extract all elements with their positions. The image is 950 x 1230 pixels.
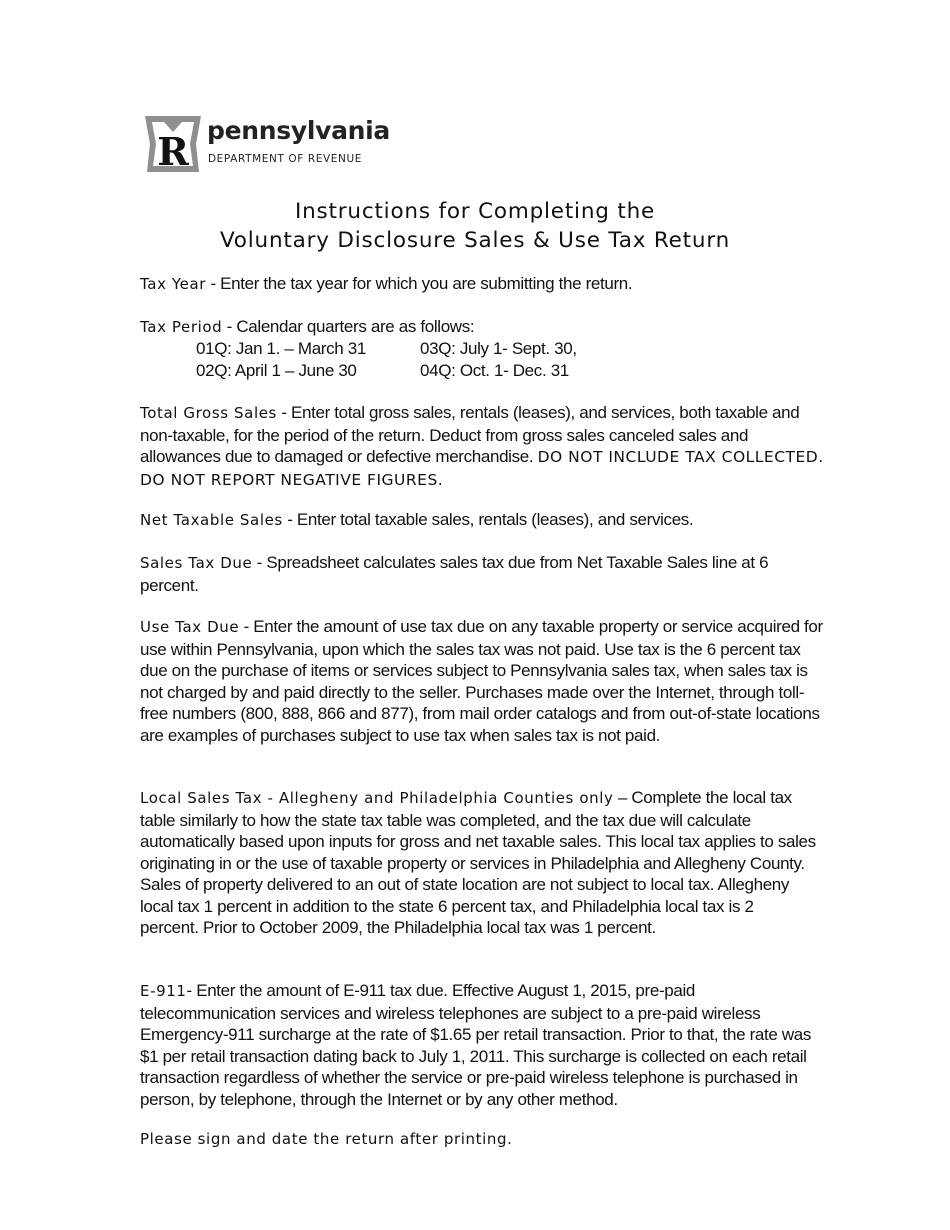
tax-year-text: - Enter the tax year for which you are submitting the return. [206,274,633,293]
quarter-01q: 01Q: Jan 1. – March 31 [196,339,366,358]
local-sales-tax-text: – Complete the local tax table similarly to how the state tax table was completed, and the tax due will calculate automatically based upon inputs for gross and net taxable sales. This local tax applies to sales originating in or the use of taxable property or services in Philadelphia and Allegheny County. Sales of property delivered to an out of state location are not subject to local tax. Allegheny local tax 1 percent in addition to the state 6 percent tax, and Philadelphia local tax is 2 percent. Prior to October 2009, the Philadelphia local tax was 1 percent. [140,788,816,937]
logo-name: pennsylvania [207,116,390,145]
quarter-list [196,338,577,381]
quarter-row [196,338,577,360]
total-gross-sales-warning: DO NOT INCLUDE TAX COLLECTED. DO NOT REPORT NEGATIVE FIGURES. [140,448,824,489]
quarter-row [196,360,569,382]
sales-tax-due-section [140,552,830,596]
title-line-2: Voluntary Disclosure Sales & Use Tax Return [219,228,731,253]
quarter-02q: 02Q: April 1 – June 30 [196,360,357,380]
total-gross-sales-text: - Enter total gross sales, rentals (leases), and services, both taxable and non-taxable, for the period of the return. Deduct from gross sales canceled sales and allowances due to damaged or defective merchandise. [140,403,800,466]
tax-year-section [140,273,830,296]
total-gross-sales-label: Total Gross Sales [140,404,277,422]
document-title [0,197,950,255]
net-taxable-sales-text: - Enter total taxable sales, rentals (leases), and services. [282,510,694,529]
logo-letter: R [157,129,189,174]
e911-text: - Enter the amount of E-911 tax due. Effective August 1, 2015, pre-paid telecommunication services and wireless telephones are subject to a pre-paid wireless Emergency-911 surcharge at the rate of $1.65 per retail transaction. Prior to that, the rate was $1 per retail transaction dating back to July 1, 2011. This surcharge is collected on each retail transaction regardless of whether the service or pre-paid wireless telephone is purchased in person, by telephone, through the Internet or by any other method. [140,981,812,1109]
tax-period-label: Tax Period [140,318,223,336]
sign-and-date-note: Please sign and date the return after printing. [140,1130,513,1148]
total-gross-sales-section [140,402,830,491]
tax-year-label: Tax Year [140,275,207,293]
tax-period-text: - Calendar quarters are as follows: [222,317,475,336]
pennsylvania-revenue-logo [143,113,403,175]
quarter-03q: 03Q: July 1- Sept. 30, [420,339,577,358]
local-sales-tax-section [140,787,816,939]
net-taxable-sales-label: Net Taxable Sales [140,511,283,529]
net-taxable-sales-section [140,509,830,532]
sales-tax-due-label: Sales Tax Due [140,554,253,572]
use-tax-due-text: - Enter the amount of use tax due on any taxable property or service acquired for use within Pennsylvania, upon which the sales tax was not paid. Use tax is the 6 percent tax due on the purchase of items or services subject to Pennsylvania sales tax, when sales tax is not charged by and paid directly to the seller. Purchases made over the Internet, through toll-free numbers (800, 888, 866 and 877), from mail order catalogs and from out-of-state locations are examples of purchases subject to use tax when sales tax is not paid. [140,617,823,745]
use-tax-due-section [140,616,830,746]
quarter-04q: 04Q: Oct. 1- Dec. 31 [420,360,569,380]
e911-section [140,980,830,1110]
use-tax-due-label: Use Tax Due [140,618,240,636]
keystone-icon [143,113,203,175]
logo-subtitle: DEPARTMENT OF REVENUE [208,153,362,165]
local-sales-tax-label: Local Sales Tax - Allegheny and Philadelphia Counties only [140,789,614,807]
title-line-1: Instructions for Completing the [294,199,656,224]
sales-tax-due-text: - Spreadsheet calculates sales tax due from Net Taxable Sales line at 6 percent. [140,553,769,595]
tax-period-section [140,316,830,339]
e911-label: E-911 [140,982,187,1000]
